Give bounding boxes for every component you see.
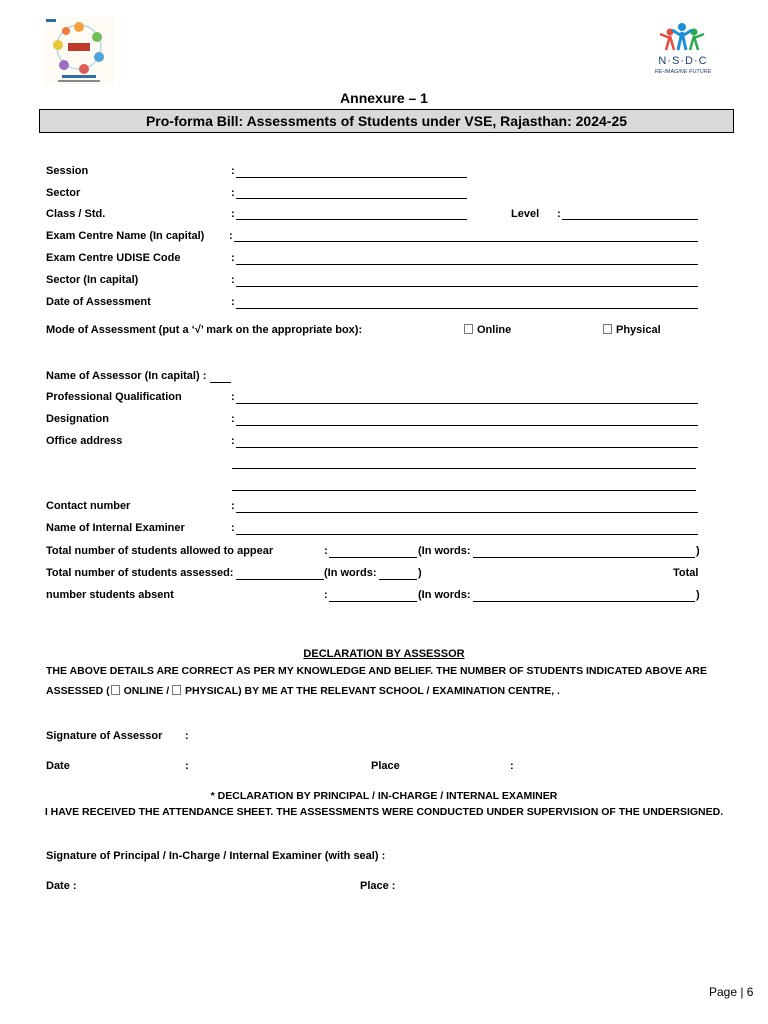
vse-logo: [44, 17, 114, 85]
internal-examiner-colon: :: [231, 522, 235, 534]
online-option[interactable]: [464, 324, 511, 336]
sector-capital-colon: :: [231, 274, 235, 286]
total-allowed-close: ): [696, 545, 700, 557]
page-title: Pro-forma Bill: Assessments of Students under VSE, Rajasthan: 2024-25: [39, 109, 734, 133]
level-label: Level: [511, 208, 540, 220]
declaration-online-text: ONLINE /: [123, 685, 170, 697]
absent-label: number students absent: [46, 589, 174, 601]
declaration-assessor-line2: [46, 685, 560, 697]
physical-checkbox[interactable]: [603, 324, 612, 334]
sector-colon: :: [231, 187, 235, 199]
online-label: Online: [477, 324, 512, 336]
total-word: Total: [673, 567, 699, 579]
contact-label: Contact number: [46, 500, 131, 512]
udise-colon: :: [231, 252, 235, 264]
signature-assessor-colon: :: [185, 730, 189, 742]
class-field[interactable]: [236, 219, 467, 220]
designation-label: Designation: [46, 413, 109, 425]
sector-field[interactable]: [236, 198, 467, 199]
internal-examiner-label: Name of Internal Examiner: [46, 522, 185, 534]
declaration-assessor-heading: DECLARATION BY ASSESSOR: [303, 648, 465, 660]
declaration-assessor-line1: THE ABOVE DETAILS ARE CORRECT AS PER MY KNOWLEDGE AND BELIEF. THE NUMBER OF STUDENTS INDICATED ABOVE ARE: [46, 665, 707, 677]
signature-principal-label: Signature of Principal / In-Charge / Internal Examiner (with seal) :: [46, 850, 386, 862]
assessor-name-field[interactable]: [210, 382, 231, 383]
session-field[interactable]: [236, 177, 467, 178]
exam-centre-name-label: Exam Centre Name (In capital): [46, 230, 205, 242]
level-colon: :: [557, 208, 561, 220]
declaration-online-checkbox[interactable]: [111, 685, 120, 695]
office-address-label: Office address: [46, 435, 123, 447]
page-number: Page | 6: [709, 985, 754, 999]
contact-field[interactable]: [236, 512, 698, 513]
total-allowed-colon: :: [324, 545, 328, 557]
nsdc-logo-tagline: RE-IMAGINE FUTURE: [654, 69, 712, 75]
nsdc-logo-text: N·S·D·C: [658, 55, 708, 67]
office-address-field-1[interactable]: [236, 447, 698, 448]
physical-label: Physical: [616, 324, 661, 336]
assessor-date-colon: :: [185, 760, 189, 772]
physical-option[interactable]: [603, 324, 661, 336]
qualification-label: Professional Qualification: [46, 391, 182, 403]
assessor-place-colon: :: [510, 760, 514, 772]
absent-in-words-label: (In words:: [418, 589, 471, 601]
signature-assessor-label: Signature of Assessor: [46, 730, 163, 742]
total-assessed-field[interactable]: [236, 579, 324, 580]
session-label: Session: [46, 165, 89, 177]
date-of-assessment-label: Date of Assessment: [46, 296, 151, 308]
declaration-physical-text: PHYSICAL) BY ME AT THE RELEVANT SCHOOL / EXAMINATION CENTRE, .: [185, 685, 560, 697]
sector-capital-label: Sector (In capital): [46, 274, 139, 286]
class-colon: :: [231, 208, 235, 220]
assessor-date-label: Date: [46, 760, 70, 772]
qualification-colon: :: [231, 391, 235, 403]
assessor-place-label: Place: [371, 760, 400, 772]
sector-capital-field[interactable]: [236, 286, 698, 287]
total-assessed-label: Total number of students assessed:: [46, 567, 234, 579]
class-label: Class / Std.: [46, 208, 106, 220]
level-field[interactable]: [562, 219, 698, 220]
mode-label: Mode of Assessment (put a ‘√’ mark on the appropriate box):: [46, 324, 363, 336]
total-assessed-close: ): [418, 567, 422, 579]
annexure-heading: Annexure – 1: [340, 90, 428, 106]
online-checkbox[interactable]: [464, 324, 473, 334]
designation-field[interactable]: [236, 425, 698, 426]
absent-field[interactable]: [329, 601, 417, 602]
declaration-physical-checkbox[interactable]: [172, 685, 181, 695]
total-allowed-in-words-label: (In words:: [418, 545, 471, 557]
udise-label: Exam Centre UDISE Code: [46, 252, 181, 264]
total-allowed-in-words-field[interactable]: [473, 557, 695, 558]
internal-examiner-field[interactable]: [236, 534, 698, 535]
total-assessed-in-words-field[interactable]: [379, 579, 417, 580]
sector-label: Sector: [46, 187, 81, 199]
office-address-colon: :: [231, 435, 235, 447]
nsdc-logo: [648, 20, 718, 78]
absent-colon: :: [324, 589, 328, 601]
absent-in-words-field[interactable]: [473, 601, 695, 602]
declaration-principal-line1: I HAVE RECEIVED THE ATTENDANCE SHEET. THE ASSESSMENTS WERE CONDUCTED UNDER SUPERVISION OF THE UNDERSIGNED.: [44, 806, 724, 818]
exam-centre-name-field[interactable]: [234, 241, 698, 242]
contact-colon: :: [231, 500, 235, 512]
principal-place-label: Place :: [360, 880, 396, 892]
absent-close: ): [696, 589, 700, 601]
total-assessed-in-words-label: (In words:: [324, 567, 377, 579]
exam-centre-name-colon: :: [229, 230, 233, 242]
assessor-name-label: Name of Assessor (In capital) :: [46, 370, 207, 382]
principal-date-label: Date :: [46, 880, 77, 892]
office-address-field-3[interactable]: [232, 490, 696, 491]
session-colon: :: [231, 165, 235, 177]
declaration-assessed-text: ASSESSED (: [46, 685, 110, 697]
office-address-field-2[interactable]: [232, 468, 696, 469]
qualification-field[interactable]: [236, 403, 698, 404]
date-of-assessment-colon: :: [231, 296, 235, 308]
udise-field[interactable]: [236, 264, 698, 265]
designation-colon: :: [231, 413, 235, 425]
total-allowed-label: Total number of students allowed to appear: [46, 545, 274, 557]
declaration-principal-heading: * DECLARATION BY PRINCIPAL / IN-CHARGE / INTERNAL EXAMINER: [210, 790, 558, 802]
date-of-assessment-field[interactable]: [236, 308, 698, 309]
total-allowed-field[interactable]: [329, 557, 417, 558]
